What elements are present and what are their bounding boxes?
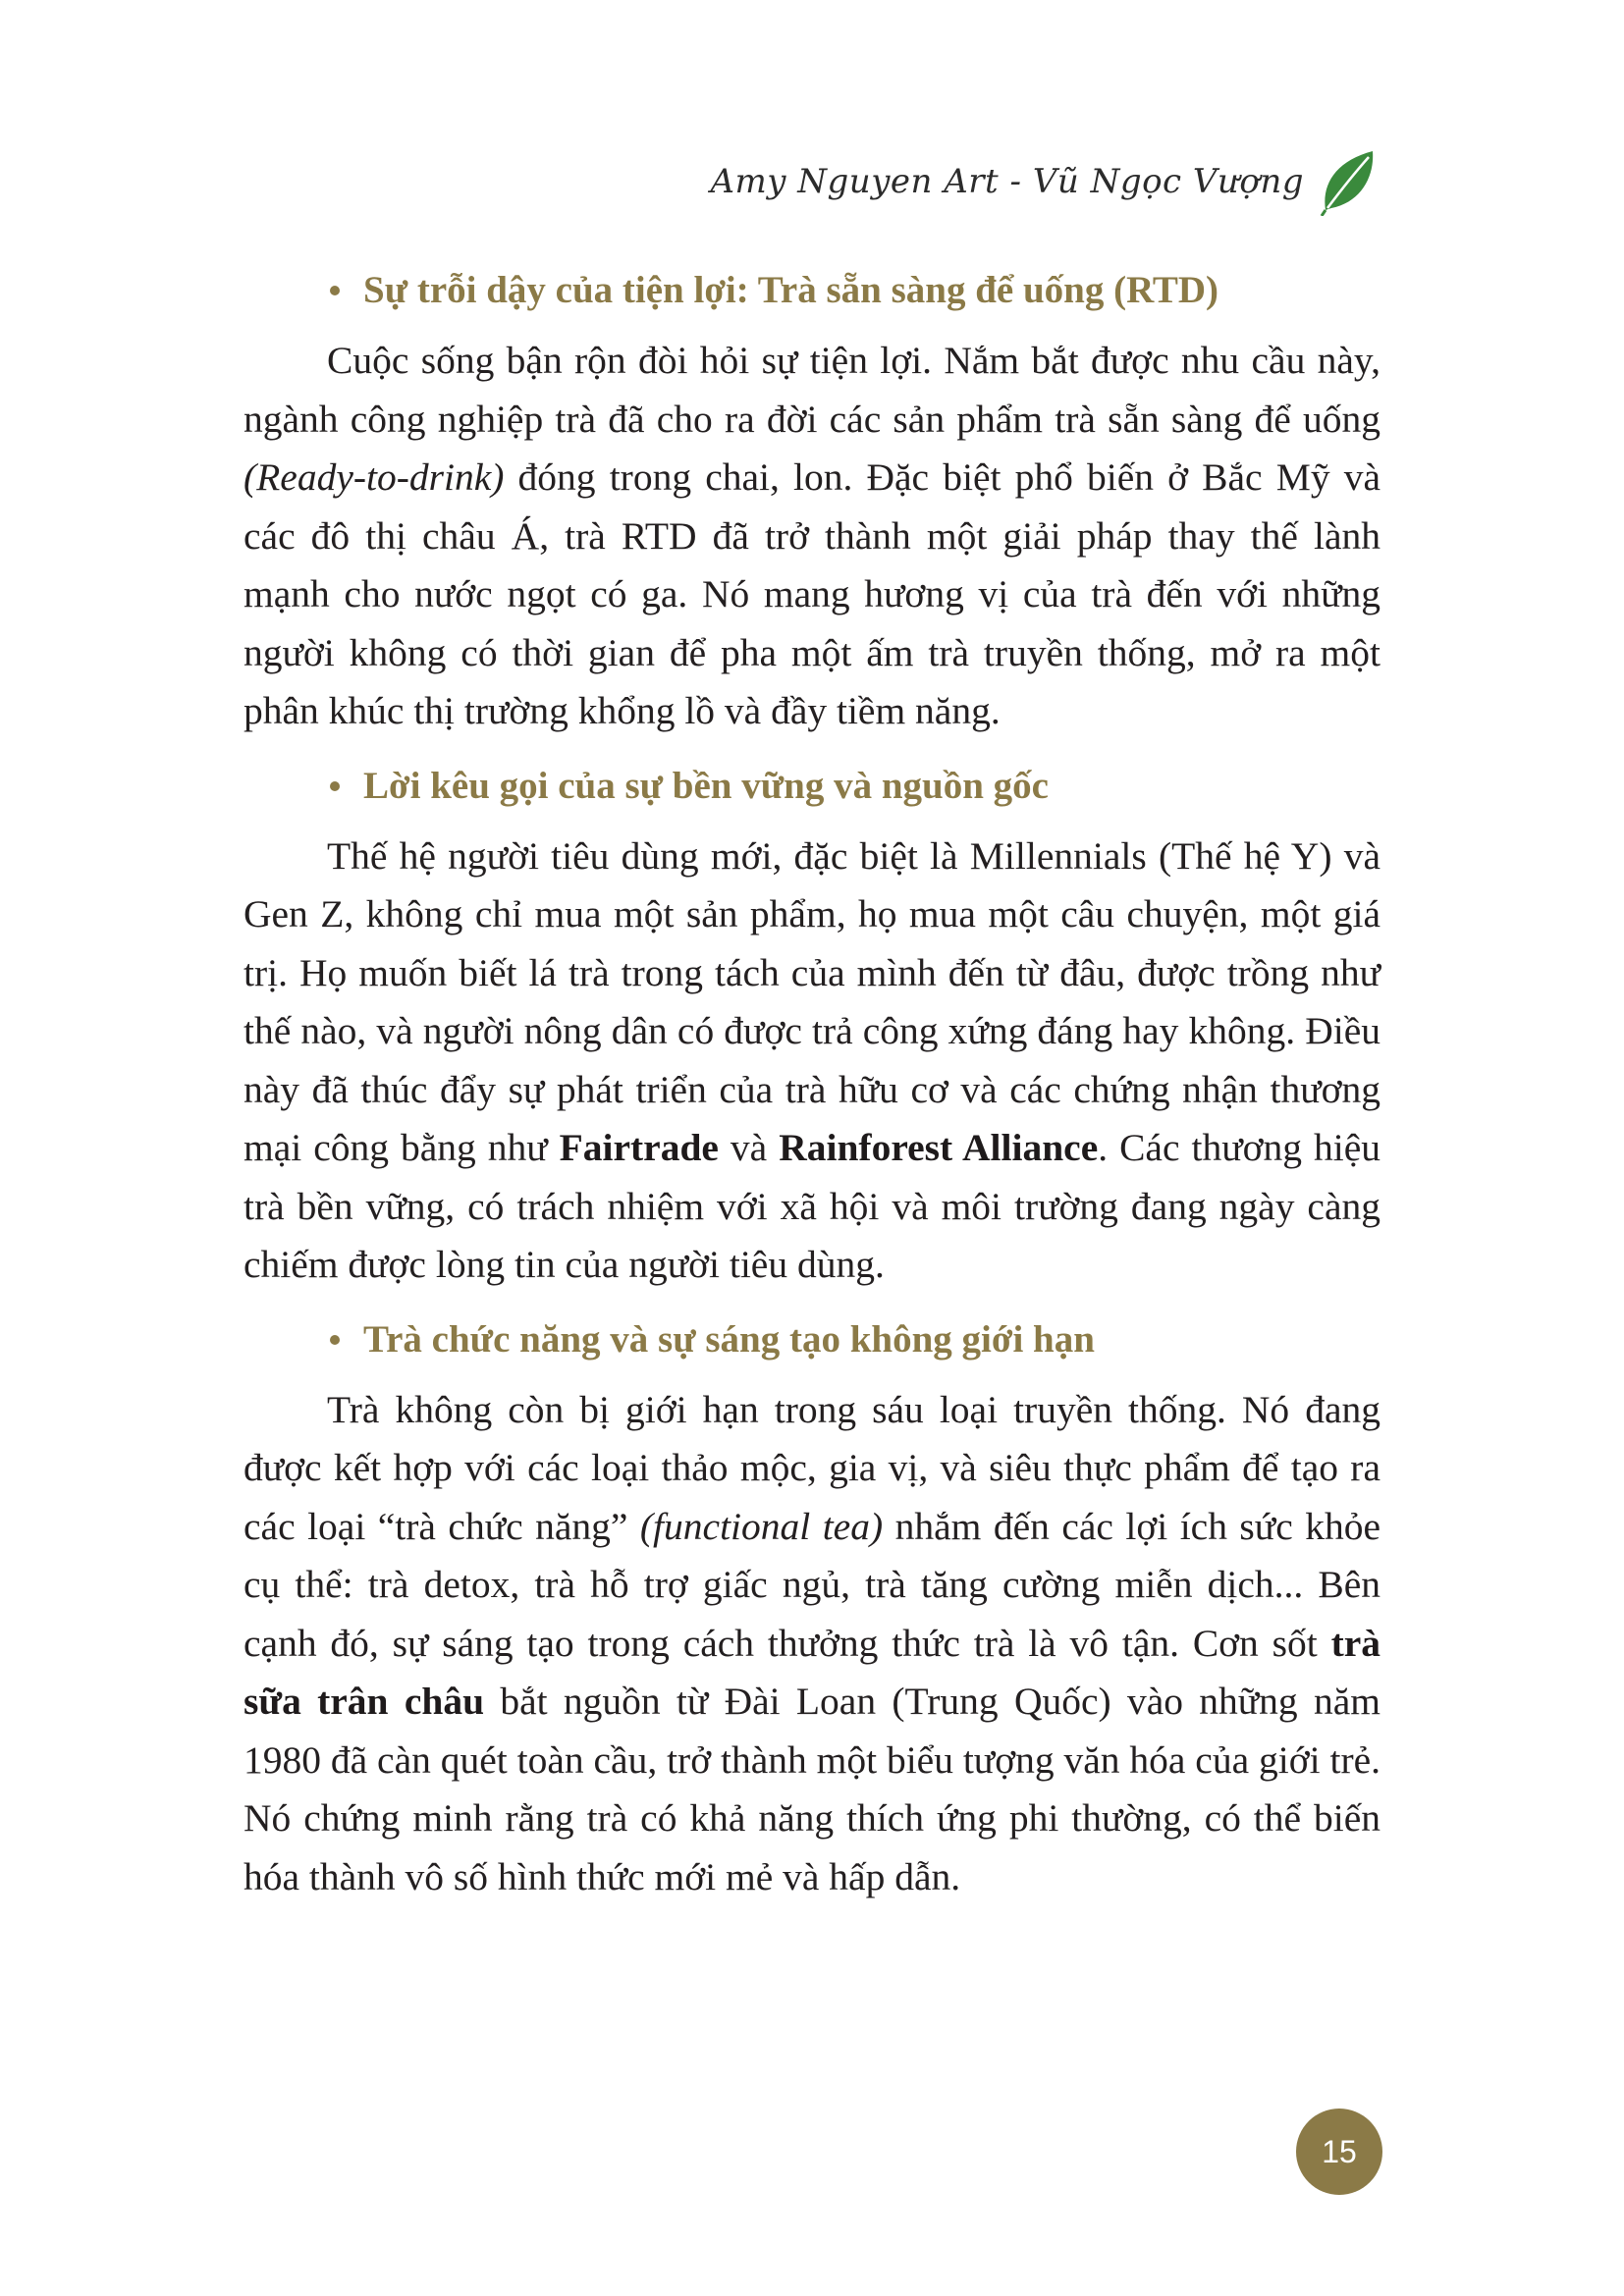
paragraph-bold: Rainforest Alliance — [779, 1126, 1099, 1169]
paragraph-text: . Các thương hiệu trà bền vững, có trách nhiệm với xã hội và môi trường đang ngày càng chiếm được lòng tin của người tiêu dùng. — [244, 1126, 1380, 1286]
paragraph-text: Cuộc sống bận rộn đòi hỏi sự tiện lợi. Nắm bắt được nhu cầu này, ngành công nghiệp trà đã cho ra đời các sản phẩm trà sẵn sàng để uống — [244, 339, 1380, 441]
paragraph-bold: trà sữa trân châu — [244, 1621, 1380, 1723]
paragraph-text: Trà không còn bị giới hạn trong sáu loại truyền thống. Nó đang được kết hợp với các loại thảo mộc, gia vị, và siêu thực phẩm để tạo ra các loại “trà chức năng” — [244, 1387, 1380, 1548]
bullet-icon — [330, 286, 340, 295]
page-number-badge: 15 — [1296, 2109, 1382, 2195]
paragraph — [244, 332, 1380, 741]
bullet-icon — [330, 781, 340, 791]
paragraph-text: đóng trong chai, lon. Đặc biệt phổ biến ở Bắc Mỹ và các đô thị châu Á, trà RTD đã trở thành một giải pháp thay thế lành mạnh cho nước ngọt có ga. Nó mang hương vị của trà đến với những người không có thời gian để pha một ấm trà truyền thống, mở ra một phân khúc thị trường khổng lồ và đầy tiềm năng. — [244, 455, 1380, 732]
section-heading-text: Sự trỗi dậy của tiện lợi: Trà sẵn sàng để uống (RTD) — [363, 269, 1219, 311]
section-heading — [244, 265, 1380, 316]
paragraph-text: Thế hệ người tiêu dùng mới, đặc biệt là Millennials (Thế hệ Y) và Gen Z, không chỉ mua một sản phẩm, họ mua một câu chuyện, một giá trị. Họ muốn biết lá trà trong tách của mình đến từ đâu, được trồng như thế nào, và người nông dân có được trả công xứng đáng hay không. Điều này đã thúc đẩy sự phát triển của trà hữu cơ và các chứng nhận thương mại công bằng như — [244, 833, 1380, 1169]
section-heading — [244, 761, 1380, 812]
leaf-icon — [1318, 147, 1377, 216]
paragraph-bold: Fairtrade — [559, 1126, 719, 1169]
paragraph-text: nhắm đến các lợi ích sức khỏe cụ thể: trà detox, trà hỗ trợ giấc ngủ, trà tăng cường miễn dịch... Bên cạnh đó, sự sáng tạo trong cách thưởng thức trà là vô tận. Cơn sốt — [244, 1504, 1380, 1665]
section-heading — [244, 1314, 1380, 1365]
paragraph-italic: (functional tea) — [639, 1504, 884, 1548]
page-content — [244, 265, 1380, 1926]
paragraph — [244, 828, 1380, 1295]
section-heading-text: Trà chức năng và sự sáng tạo không giới hạn — [363, 1317, 1095, 1361]
paragraph — [244, 1381, 1380, 1907]
paragraph-text: bắt nguồn từ Đài Loan (Trung Quốc) vào những năm 1980 đã càn quét toàn cầu, trở thành một biểu tượng văn hóa của giới trẻ. Nó chứng minh rằng trà có khả năng thích ứng phi thường, có thể biến hóa thành vô số hình thức mới mẻ và hấp dẫn. — [244, 1680, 1380, 1898]
bullet-icon — [330, 1335, 340, 1345]
book-author-title: Amy Nguyen Art - Vũ Ngọc Vượng — [710, 162, 1304, 201]
paragraph-text: và — [718, 1126, 780, 1169]
paragraph-italic: (Ready-to-drink) — [244, 455, 505, 499]
section-heading-text: Lời kêu gọi của sự bền vững và nguồn gốc — [363, 764, 1049, 807]
page-header — [710, 147, 1377, 216]
